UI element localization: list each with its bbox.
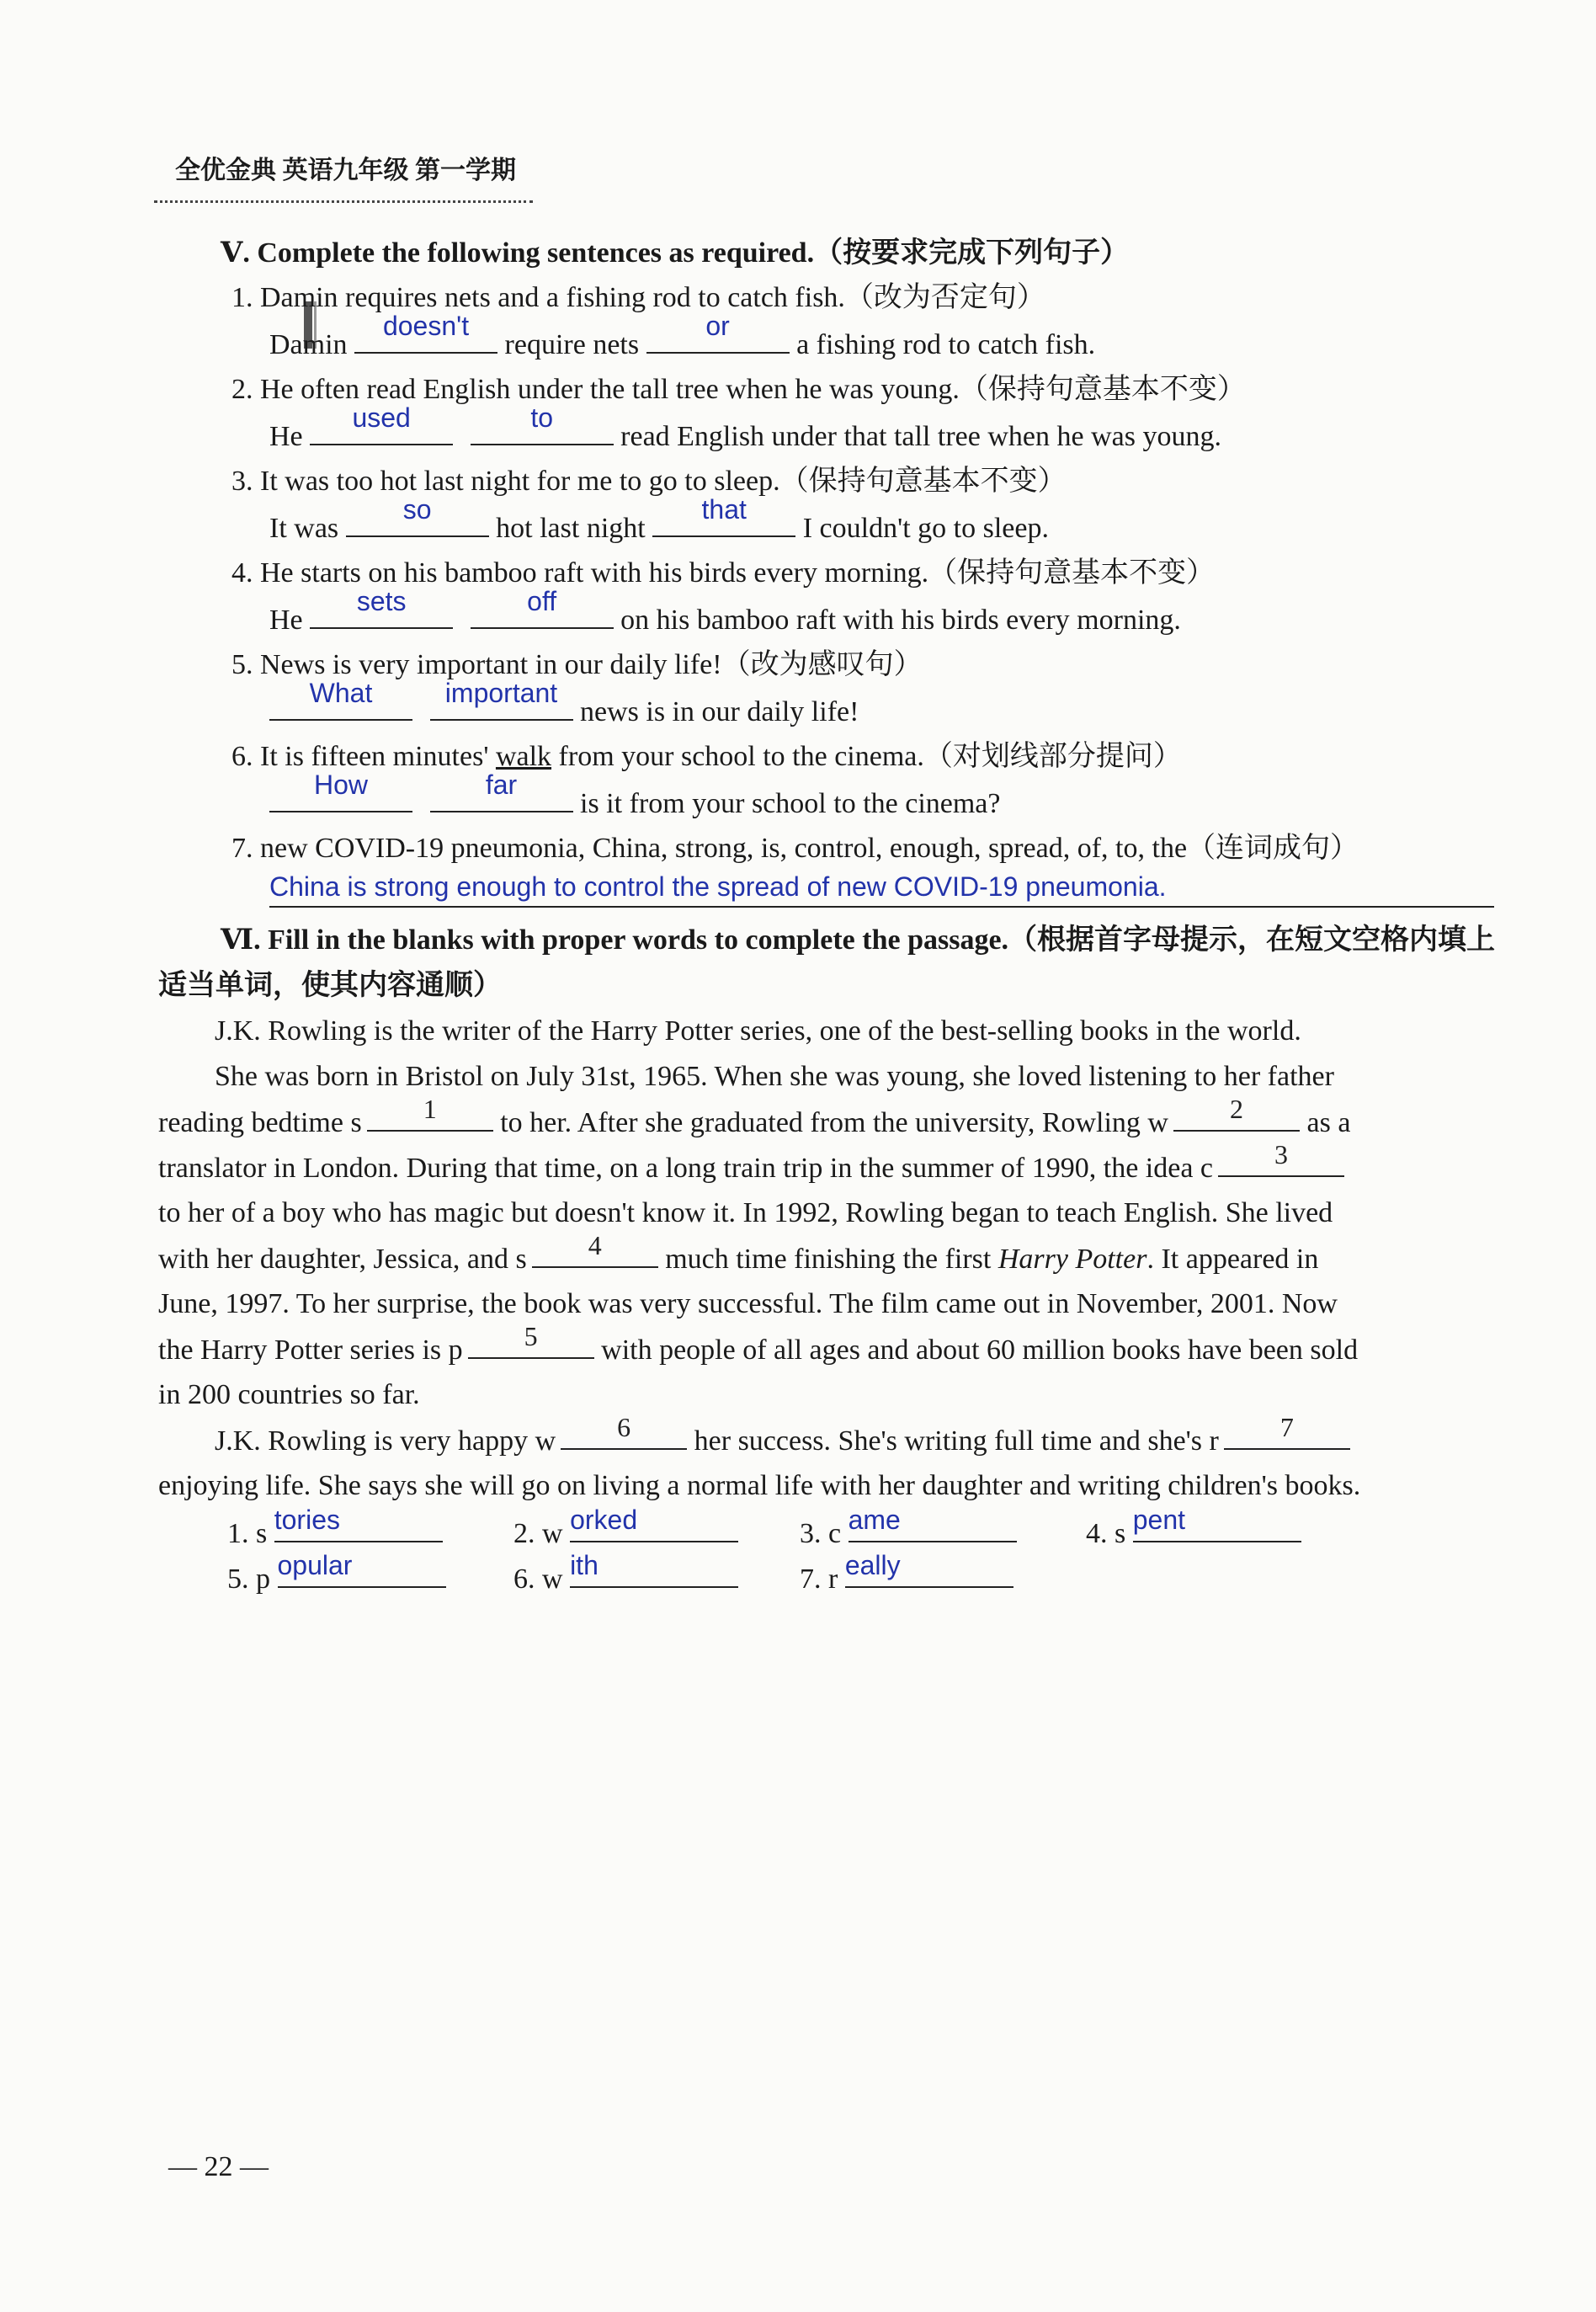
section6-heading: Ⅵ. Fill in the blanks with proper words to complete the passage.（根据首字母提示，在短文空格内填上 (221, 924, 1496, 956)
fill-answer: 7. r eally (800, 1561, 1013, 1597)
passage-line: to her of a boy who has magic but doesn't know it. In 1992, Rowling began to teach English. She lived (158, 1197, 1333, 1228)
passage-line: June, 1997. To her surprise, the book was very successful. The film came out in November, 2001. Now (158, 1288, 1338, 1319)
fill-answer: 4. s pent (1086, 1516, 1301, 1552)
s5-q4: 4. He starts on his bamboo raft with his birds every morning.（保持句意基本不变） (231, 557, 1216, 589)
s5-a7-line (269, 867, 1494, 908)
answer-blank: What (269, 694, 412, 721)
s5-a3: It was so hot last night that I couldn't go to sleep. (269, 494, 1049, 544)
passage-line: in 200 countries so far. (158, 1379, 420, 1410)
passage-line: the Harry Potter series is p 5 with people of all ages and about 60 million books have been sold (158, 1321, 1359, 1366)
answer-blank: or (646, 327, 790, 354)
fill-answer: 5. p opular (227, 1561, 446, 1597)
passage-blank: 7 (1224, 1423, 1350, 1450)
s5-q7: 7. new COVID-19 pneumonia, China, strong, is, control, enough, spread, of, to, the（连词成句） (231, 833, 1359, 864)
passage-blank: 1 (367, 1105, 493, 1132)
s5-a2: He used to read English under that tall tree when he was young. (269, 402, 1221, 452)
section6-heading-cont: 适当单词，使其内容通顺） (158, 970, 502, 1001)
answer-blank: to (471, 418, 614, 445)
answer-blank: opular (278, 1561, 446, 1588)
answer-blank: ame (849, 1516, 1017, 1542)
s5-q1: 1. Damin requires nets and a fishing rod to catch fish.（改为否定句） (231, 282, 1045, 313)
s5-a7-answer: China is strong enough to control the spread of new COVID-19 pneumonia. (269, 871, 1167, 902)
s5-q2: 2. He often read English under the tall tree when he was young.（保持句意基本不变） (231, 374, 1246, 405)
answer-blank: used (310, 418, 453, 445)
s5-q3: 3. It was too hot last night for me to go to sleep.（保持句意基本不变） (231, 466, 1067, 497)
header-rule (154, 200, 533, 203)
passage-line: enjoying life. She says she will go on living a normal life with her daughter and writing children's books. (158, 1470, 1361, 1501)
fill-answer: 2. w orked (513, 1516, 738, 1552)
passage-blank: 3 (1218, 1150, 1344, 1177)
answer-blank: so (346, 510, 489, 537)
passage-line: J.K. Rowling is the writer of the Harry Potter series, one of the best-selling books in the world. (215, 1015, 1301, 1047)
fill-answer: 3. c ame (800, 1516, 1017, 1552)
answer-blank: How (269, 786, 412, 812)
fill-answer: 6. w ith (513, 1561, 738, 1597)
answer-blank: ith (570, 1561, 738, 1588)
answer-blank: tories (274, 1516, 443, 1542)
passage-blank: 6 (561, 1423, 687, 1450)
s5-a5: What important news is in our daily life! (269, 694, 859, 730)
answer-blank: pent (1133, 1516, 1301, 1542)
s5-q5: 5. News is very important in our daily life!（改为感叹句） (231, 649, 923, 680)
fill-answer: 1. s tories (227, 1516, 443, 1552)
answer-blank: eally (845, 1561, 1013, 1588)
s5-q6: 6. It is fifteen minutes' walk from your school to the cinema.（对划线部分提问） (231, 741, 1182, 772)
passage-line: translator in London. During that time, on a long train trip in the summer of 1990, the idea c 3 (158, 1150, 1344, 1186)
s5-a1: Damin doesn't require nets or a fishing rod to catch fish. (269, 311, 1096, 360)
passage-line: J.K. Rowling is very happy w 6 her success. She's writing full time and she's r 7 (215, 1423, 1350, 1459)
s5-a6: How far is it from your school to the cinema? (269, 786, 1001, 822)
answer-blank: sets (310, 602, 453, 629)
answer-blank: far (430, 786, 573, 812)
answer-blank: doesn't (354, 327, 497, 354)
passage-line: with her daughter, Jessica, and s 4 much time finishing the first Harry Potter. It appeared in (158, 1230, 1319, 1275)
section5-heading: Ⅴ. Complete the following sentences as required.（按要求完成下列句子） (221, 237, 1130, 269)
passage-line: reading bedtime s 1 to her. After she graduated from the university, Rowling w 2 as a (158, 1094, 1351, 1138)
answer-blank: important (430, 694, 573, 721)
page-number: — 22 — (168, 2151, 269, 2182)
passage-blank: 2 (1173, 1105, 1300, 1132)
answer-blank: off (471, 602, 614, 629)
passage-blank: 5 (468, 1332, 594, 1359)
answer-blank: orked (570, 1516, 738, 1542)
answer-blank: that (652, 510, 795, 537)
header-title: 全优金典 英语九年级 第一学期 (175, 157, 516, 184)
passage-line: She was born in Bristol on July 31st, 1965. When she was young, she loved listening to her father (215, 1061, 1334, 1092)
passage-blank: 4 (532, 1241, 658, 1268)
s5-a4: He sets off on his bamboo raft with his birds every morning. (269, 586, 1181, 636)
